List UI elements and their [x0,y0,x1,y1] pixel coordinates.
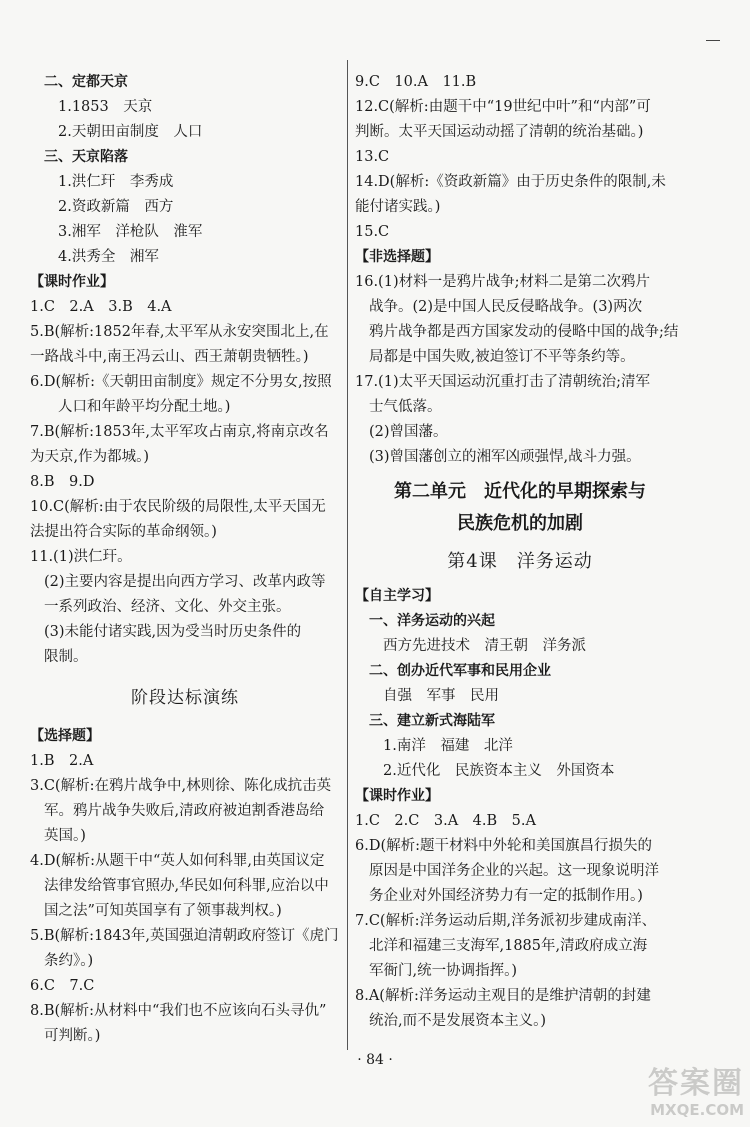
text-line: 三、天京陷落 [44,149,128,165]
text-line: 可判断。) [44,1028,101,1044]
corner-mark [706,40,720,41]
text-line: (2)曾国藩。 [369,424,448,440]
text-line: 士气低落。 [369,399,442,415]
text-line: 8.B 9.D [30,474,95,490]
text-line: 5.B(解析:1852年春,太平军从永安突围北上,在 [30,324,329,340]
text-line: 国之法”可知英国享有了领事裁判权。) [44,903,282,919]
text-line: (2)主要内容是提出向西方学习、改革内政等 [44,574,326,590]
text-line: 15.C [355,224,390,240]
watermark-logo [604,1067,744,1123]
text-line: 1.C 2.C 3.A 4.B 5.A [355,813,536,829]
text-line: 原因是中国洋务企业的兴起。这一现象说明洋 [369,863,659,879]
text-line: 一、洋务运动的兴起 [369,613,495,629]
text-line: 4.D(解析:从题干中“英人如何科罪,由英国议定 [30,853,325,869]
text-line: 鸦片战争都是西方国家发动的侵略中国的战争;结 [369,324,679,340]
text-line: 二、定都天京 [44,74,128,90]
text-line: 军衙门,统一协调指挥。) [369,963,518,979]
text-line: 【自主学习】 [355,588,439,604]
text-line: 【选择题】 [30,728,100,744]
right-answer-lines [355,70,685,470]
left-answer-lines-2 [30,724,340,1049]
text-line: 7.C(解析:洋务运动后期,洋务派初步建成南洋、 [355,913,657,929]
unit-title-line-2: 民族危机的加剧 [457,513,583,534]
text-line: 12.C(解析:由题干中“19世纪中叶”和“内部”可 [355,99,651,115]
text-line: 4.洪秀全 湘军 [58,249,159,265]
text-line: 一系列政治、经济、文化、外交主张。 [44,599,291,615]
text-line: 局都是中国失败,被迫签订不平等条约等。 [369,349,635,365]
text-line: 6.D(解析:题干材料中外轮和美国旗昌行损失的 [355,838,653,854]
text-line: 判断。太平天国运动动摇了清朝的统治基础。) [355,124,644,140]
text-line: 法提出符合实际的革命纲领。) [30,524,217,540]
text-line: 7.B(解析:1853年,太平军攻占南京,将南京改名 [30,424,329,440]
text-line: 条约》。) [44,953,94,969]
text-line: 3.C(解析:在鸦片战争中,林则徐、陈化成抗击英 [30,778,332,794]
text-line: (3)曾国藩创立的湘军凶顽强悍,战斗力强。 [369,449,641,465]
right-column [355,70,685,1034]
text-line: 9.C 10.A 11.B [355,74,477,90]
unit-title-line-1: 第二单元 近代化的早期探索与 [394,481,646,502]
text-line: 务企业对外国经济势力有一定的抵制作用。) [369,888,643,904]
text-line: 英国。) [44,828,86,844]
text-line: 西方先进技术 清王朝 洋务派 [383,638,586,654]
text-line: 统治,而不是发展资本主义。) [369,1013,547,1029]
text-line: 17.(1)太平天国运动沉重打击了清朝统治;清军 [355,374,650,390]
text-line: 三、建立新式海陆军 [369,713,495,729]
text-line: 1.C 2.A 3.B 4.A [30,299,172,315]
text-line: 1.1853 天京 [58,99,153,115]
watermark-bottom: MXQE.COM [650,1101,744,1119]
text-line: 2.近代化 民族资本主义 外国资本 [383,763,615,779]
text-line: 11.(1)洪仁玕。 [30,549,132,565]
text-line: 8.A(解析:洋务运动主观目的是维护清朝的封建 [355,988,651,1004]
text-line: 1.南洋 福建 北洋 [383,738,513,754]
text-line: 2.资政新篇 西方 [58,199,174,215]
text-line: 限制。 [44,649,88,665]
text-line: 6.C 7.C [30,978,95,994]
text-line: 6.D(解析:《天朝田亩制度》规定不分男女,按照 [30,374,332,390]
text-line: 16.(1)材料一是鸦片战争;材料二是第二次鸦片 [355,274,650,290]
text-line: 自强 军事 民用 [383,688,499,704]
text-line: 2.天朝田亩制度 人口 [58,124,203,140]
section-title: 阶段达标演练 [131,688,239,708]
text-line: 13.C [355,149,390,165]
right-answer-lines-2 [355,584,685,1034]
text-line: 【非选择题】 [355,249,439,265]
text-line: 战争。(2)是中国人民反侵略战争。(3)两次 [369,299,643,315]
left-answer-lines [30,70,340,670]
text-line: 一路战斗中,南王冯云山、西王萧朝贵牺牲。) [30,349,309,365]
column-divider [347,60,348,1050]
text-line: 【课时作业】 [30,274,114,290]
text-line: (3)未能付诸实践,因为受当时历史条件的 [44,624,302,640]
text-line: 5.B(解析:1843年,英国强迫清朝政府签订《虎门 [30,928,339,944]
text-line: 二、创办近代军事和民用企业 [369,663,551,679]
text-line: 人口和年龄平均分配土地。) [58,399,231,415]
text-line: 为天京,作为都城。) [30,449,150,465]
text-line: 【课时作业】 [355,788,439,804]
text-line: 8.B(解析:从材料中“我们也不应该向石头寻仇” [30,1003,327,1019]
text-line: 1.洪仁玕 李秀成 [58,174,174,190]
text-line: 北洋和福建三支海军,1885年,清政府成立海 [369,938,648,954]
lesson-title: 第4课 洋务运动 [447,551,593,572]
left-column [30,70,340,1049]
watermark-top: 答案圈 [648,1066,744,1101]
text-line: 能付诸实践。) [355,199,441,215]
text-line: 14.D(解析:《资政新篇》由于历史条件的限制,未 [355,174,666,190]
text-line: 3.湘军 洋枪队 淮军 [58,224,203,240]
text-line: 1.B 2.A [30,753,94,769]
text-line: 军。鸦片战争失败后,清政府被迫割香港岛给 [44,803,325,819]
text-line: 法律发给管事官照办,华民如何科罪,应治以中 [44,878,329,894]
page-number: · 84 · [357,1052,393,1068]
text-line: 10.C(解析:由于农民阶级的局限性,太平天国无 [30,499,326,515]
